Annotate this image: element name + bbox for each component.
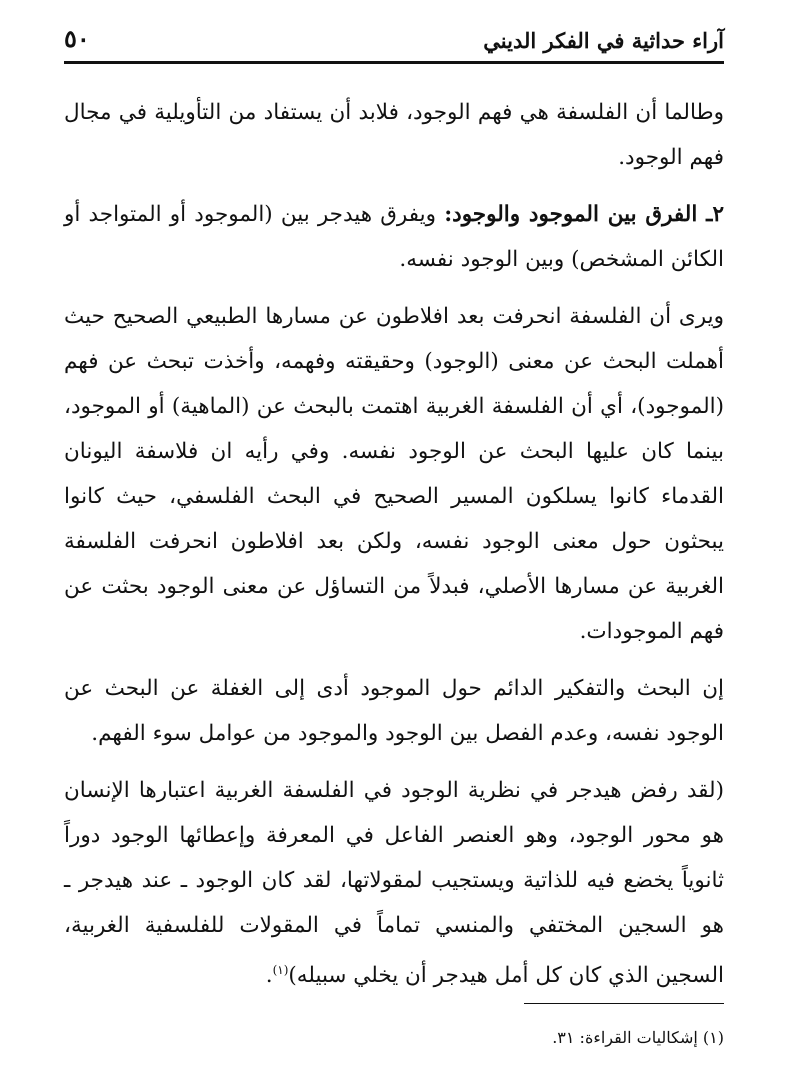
paragraph-text: ويفرق هيدجر بين (الموجود أو المتواجد أو الكائن المشخص) وبين الوجود نفسه. xyxy=(64,202,724,272)
paragraph-text: ويرى أن الفلسفة انحرفت بعد افلاطون عن مسارها الطبيعي الصحيح حيث أهملت البحث عن معنى (الوجود) وحقيقته وفهمه، وأخذت تبحث عن فهم (الموجود)، أي أن الفلسفة الغربية اهتمت بالبحث عن (الماهية) أو الموجود، بينما كان عليها البحث عن الوجود نفسه. وفي رأيه ان فلاسفة اليونان القدماء كانوا يسلكون المسير الصحيح في البحث الفلسفي، حيث كانوا يبحثون حول معنى الوجود نفسه، ولكن بعد افلاطون انحرفت الفلسفة الغربية عن مسارها الأصلي، فبدلاً من التساؤل عن معنى الوجود بحثت عن فهم الموجودات. xyxy=(64,304,724,644)
paragraph xyxy=(64,294,724,654)
page-header xyxy=(64,20,724,64)
paragraph xyxy=(64,768,724,998)
paragraph-end: . xyxy=(265,963,273,989)
paragraph xyxy=(64,90,724,180)
footnote-divider xyxy=(524,1003,724,1004)
footnote-text: (١) إشكاليات القراءة: ٣١. xyxy=(552,1028,724,1047)
section-heading: ٢ـ الفرق بين الموجود والوجود: xyxy=(444,202,724,227)
page-number: ٥٠ xyxy=(64,24,90,53)
paragraph-text: وطالما أن الفلسفة هي فهم الوجود، فلابد أن يستفاد من التأويلية في مجال فهم الوجود. xyxy=(64,100,724,170)
running-title: آراء حداثية في الفكر الديني xyxy=(483,28,724,53)
page-body xyxy=(64,90,724,1010)
paragraph-text: إن البحث والتفكير الدائم حول الموجود أدى إلى الغفلة عن البحث عن الوجود نفسه، وعدم الفصل بين الوجود والموجود من عوامل سوء الفهم. xyxy=(64,676,724,746)
paragraph xyxy=(64,666,724,756)
footnote xyxy=(64,1026,724,1050)
quoted-text: (لقد رفض هيدجر في نظرية الوجود في الفلسفة الغربية اعتبارها الإنسان هو محور الوجود، وهو العنصر الفاعل في المعرفة وإعطائها الوجود دوراً ثانوياً يخضع فيه للذاتية ويستجيب لمقولاتها، لقد كان الوجود ـ عند هيدجر ـ هو السجين المختفي والمنسي تماماً في المقولات للفلسفية الغربية، السجين الذي كان كل أمل هيدجر أن يخلي سبيله) xyxy=(64,778,724,989)
footnote-reference: (١) xyxy=(272,963,289,977)
paragraph xyxy=(64,192,724,282)
